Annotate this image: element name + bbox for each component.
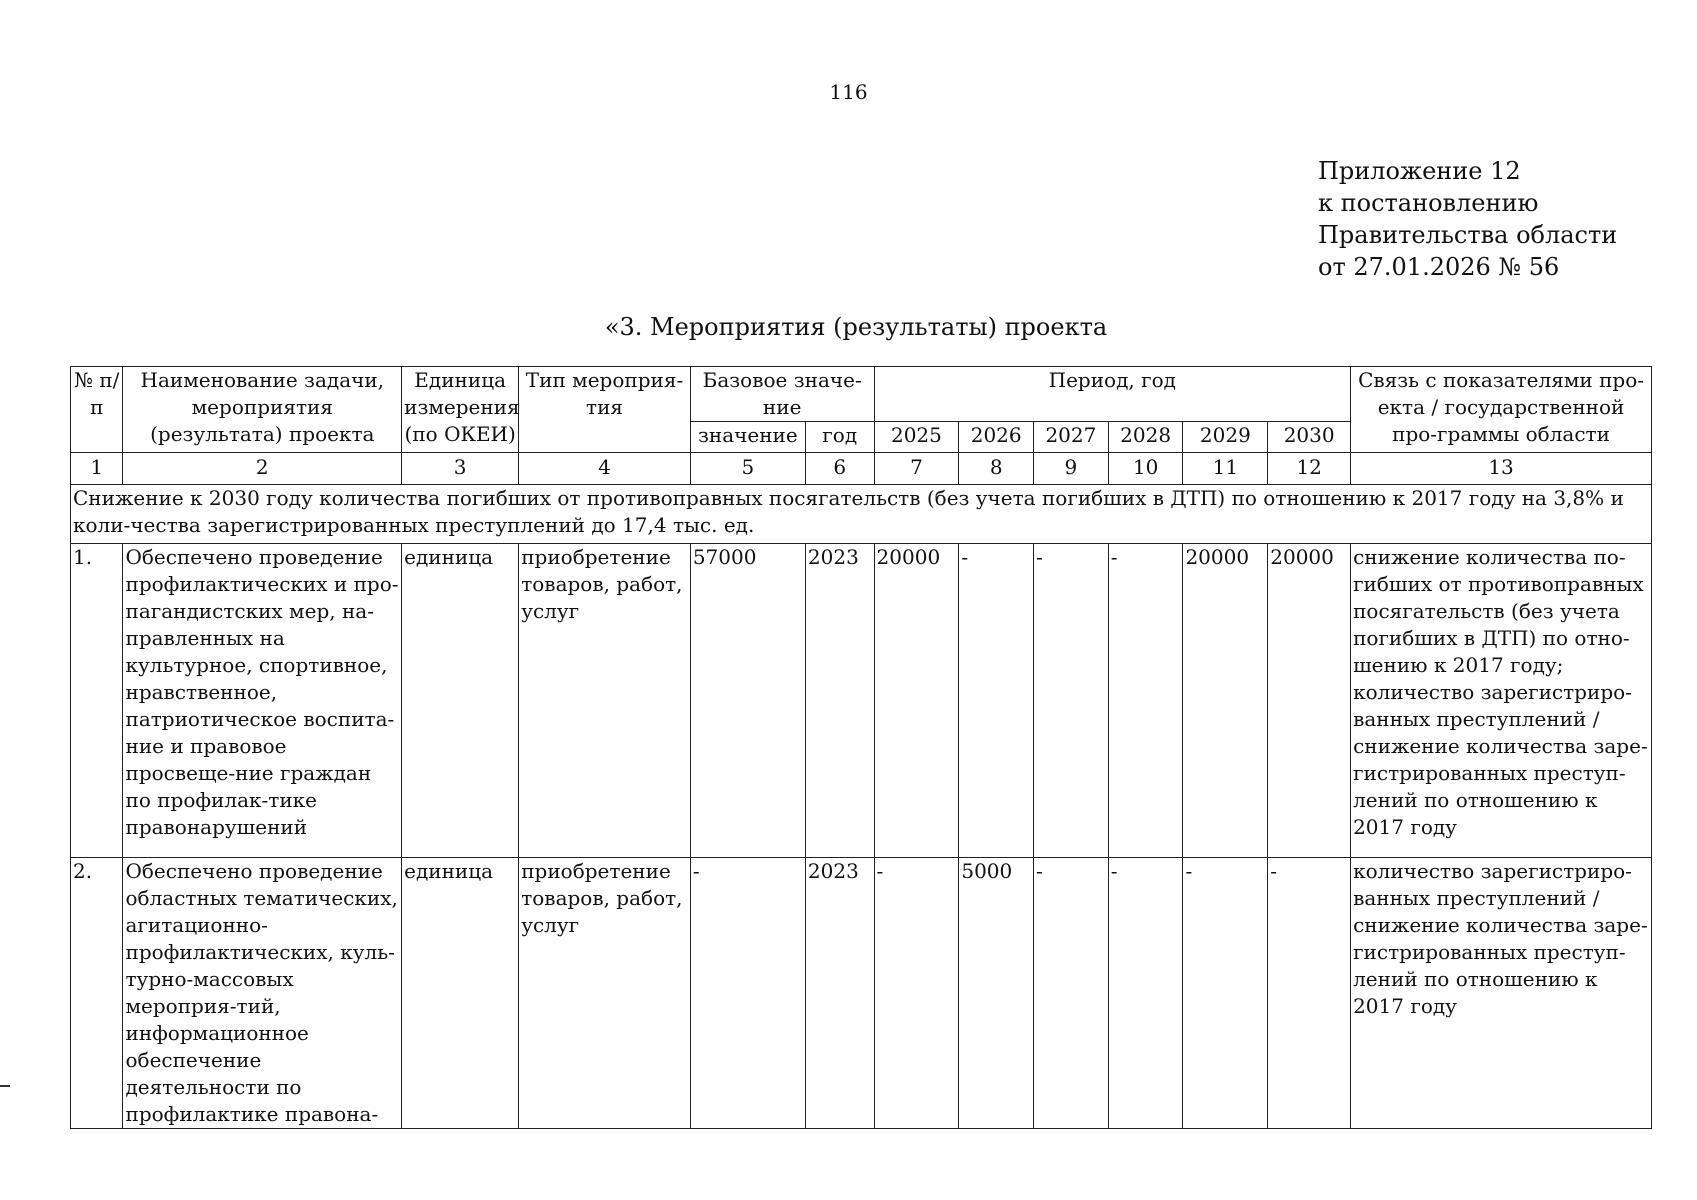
column-number: 12: [1268, 453, 1351, 485]
column-number: 11: [1183, 453, 1268, 485]
row-type: приобретение товаров, работ, услуг: [519, 544, 691, 858]
row-num: 1.: [71, 544, 123, 858]
column-number: 4: [519, 453, 691, 485]
appendix-line: от 27.01.2026 № 56: [1318, 253, 1560, 281]
row-2028: -: [1108, 544, 1183, 858]
appendix-line: к постановлению: [1318, 189, 1539, 217]
row-link: снижение количества по-гибших от противоправных посягательств (без учета погибших в ДТП) по отно-шению к 2017 году; количество зарегистриро-ванных преступлений / снижение количества заре-гистрированных преступ-лений по отношению к 2017 году: [1351, 544, 1652, 858]
row-name: Обеспечено проведение областных тематических, агитационно-профилактических, куль-турно-массовых мероприя-тий, информационное обеспечение деятельности по профилактике правона-: [123, 858, 402, 1129]
row-unit: единица: [402, 544, 519, 858]
row-2026: 5000: [959, 858, 1034, 1129]
row-num: 2.: [71, 858, 123, 1129]
column-number: 5: [690, 453, 805, 485]
header-num: № п/п: [71, 367, 123, 453]
row-2027: -: [1034, 858, 1109, 1129]
row-2027: -: [1034, 544, 1109, 858]
section-title: «3. Мероприятия (результаты) проекта: [604, 313, 1108, 341]
header-name: Наименование задачи, мероприятия (результата) проекта: [123, 367, 402, 453]
row-2026: -: [959, 544, 1034, 858]
appendix-line: Правительства области: [1318, 221, 1618, 249]
appendix-block: [1318, 155, 1617, 283]
section-goal: Снижение к 2030 году количества погибших от противоправных посягательств (без учета погибших в ДТП) по отношению к 2017 году на 3,8% и коли-чества зарегистрированных преступлений до 17,4 тыс. ед.: [71, 485, 1652, 544]
header-period: Период, год: [874, 367, 1351, 422]
table-row: [71, 858, 1652, 1129]
header-year: 2028: [1108, 422, 1183, 453]
header-year: 2029: [1183, 422, 1268, 453]
row-base-year: 2023: [805, 544, 874, 858]
row-2025: 20000: [874, 544, 959, 858]
row-2030: 20000: [1268, 544, 1351, 858]
header-year: 2025: [874, 422, 959, 453]
header-unit: Единица измерения (по ОКЕИ): [402, 367, 519, 453]
row-base-year: 2023: [805, 858, 874, 1129]
row-unit: единица: [402, 858, 519, 1129]
header-base: Базовое значе-ние: [690, 367, 874, 422]
row-name: Обеспечено проведение профилактических и про-пагандистских мер, на-правленных на культурное, спортивное, нравственное, патриотическое воспита-ние и правовое просвеще-ние граждан по профилак-тике правонарушений: [123, 544, 402, 858]
row-2030: -: [1268, 858, 1351, 1129]
column-number: 2: [123, 453, 402, 485]
column-numbers-row: [71, 453, 1652, 485]
column-number: 9: [1034, 453, 1109, 485]
row-base-value: 57000: [690, 544, 805, 858]
header-base-year: год: [805, 422, 874, 453]
column-number: 8: [959, 453, 1034, 485]
row-2029: 20000: [1183, 544, 1268, 858]
edge-mark: [0, 1085, 10, 1087]
table-row: [71, 544, 1652, 858]
row-type: приобретение товаров, работ, услуг: [519, 858, 691, 1129]
column-number: 1: [71, 453, 123, 485]
row-link: количество зарегистриро-ванных преступлений / снижение количества заре-гистрированных преступ-лений по отношению к 2017 году: [1351, 858, 1652, 1129]
column-number: 13: [1351, 453, 1652, 485]
row-2025: -: [874, 858, 959, 1129]
row-2029: -: [1183, 858, 1268, 1129]
column-number: 3: [402, 453, 519, 485]
header-base-value: значение: [690, 422, 805, 453]
page-number: 116: [829, 80, 868, 104]
column-number: 7: [874, 453, 959, 485]
header-link: Связь с показателями про-екта / государственной про-граммы области: [1351, 367, 1652, 453]
row-2028: -: [1108, 858, 1183, 1129]
column-number: 6: [805, 453, 874, 485]
header-year: 2027: [1034, 422, 1109, 453]
activities-table: [70, 366, 1652, 1129]
header-type: Тип мероприя-тия: [519, 367, 691, 453]
row-base-value: -: [690, 858, 805, 1129]
header-year: 2030: [1268, 422, 1351, 453]
appendix-line: Приложение 12: [1318, 157, 1521, 185]
header-year: 2026: [959, 422, 1034, 453]
column-number: 10: [1108, 453, 1183, 485]
